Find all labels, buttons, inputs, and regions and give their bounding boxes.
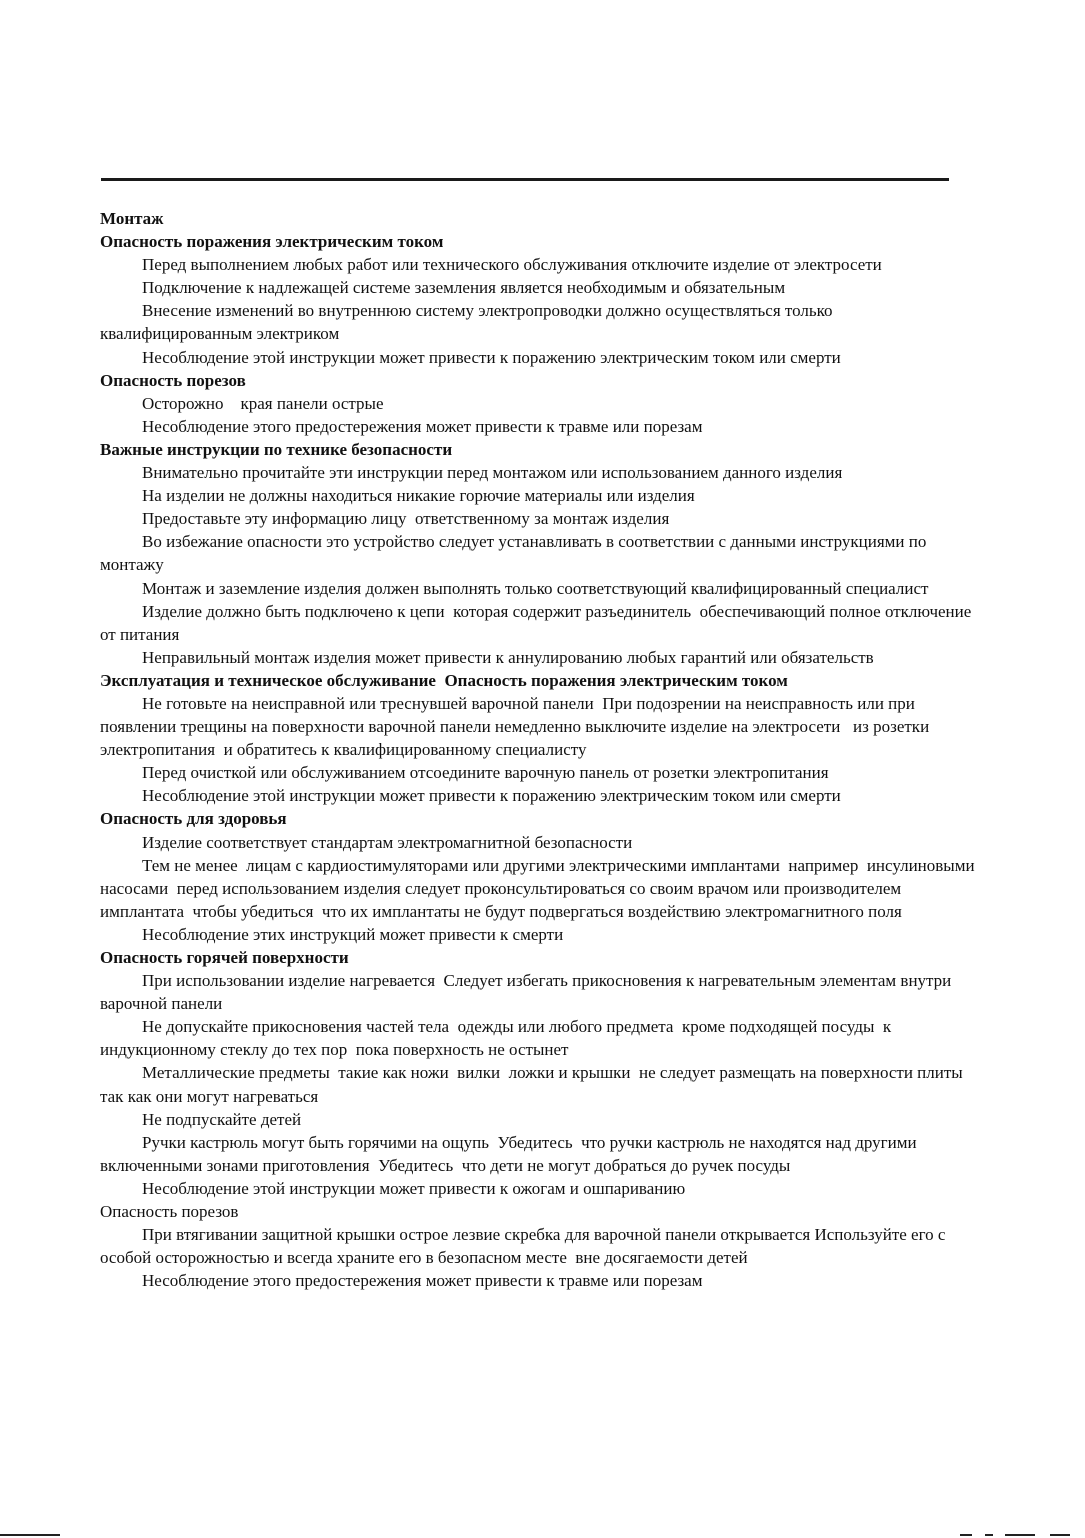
paragraph: При использовании изделие нагревается Следует избегать прикосновения к нагревательным элементам внутри варочной панели (100, 971, 956, 1014)
paragraph: Предоставьте эту информацию лицу ответственному за монтаж изделия (142, 509, 670, 529)
paragraph: Внимательно прочитайте эти инструкции перед монтажом или использованием данного изделия (142, 463, 843, 483)
paragraph: Монтаж и заземление изделия должен выполнять только соответствующий квалифицированный специалист (142, 578, 929, 598)
paragraph: Перед выполнением любых работ или технического обслуживания отключите изделие от электросети (142, 255, 882, 275)
paragraph: Несоблюдение этого предостережения может привести к травме или порезам (142, 1271, 703, 1291)
section-heading-operation-maintenance: Эксплуатация и техническое обслуживание Опасность поражения электрическим током (100, 670, 788, 690)
paragraph: Подключение к надлежащей системе заземления является необходимым и обязательным (142, 278, 786, 298)
paragraph: Изделие соответствует стандартам электромагнитной безопасности (142, 832, 633, 852)
paragraph: Несоблюдение этих инструкций может привести к смерти (142, 924, 564, 944)
paragraph: Несоблюдение этого предостережения может привести к травме или порезам (142, 416, 703, 436)
section-heading-hot-surface: Опасность горячей поверхности (100, 948, 349, 967)
document-body (100, 207, 980, 1292)
paragraph: Перед очисткой или обслуживанием отсоедините варочную панель от розетки электропитания (142, 763, 829, 783)
paragraph: Осторожно края панели острые (142, 393, 384, 413)
paragraph: Тем не менее лицам с кардиостимуляторами или другими электрическими имплантами например инсулиновыми насосами перед использованием изделия следует проконсультироваться со своим врачом или производителем имплантата чтобы убедиться что их имплантаты не будут подвергаться воздействию электромагнитного поля (100, 855, 979, 921)
paragraph: Несоблюдение этой инструкции может привести к поражению электрическим током или смерти (142, 786, 841, 806)
paragraph: Ручки кастрюль могут быть горячими на ощупь Убедитесь что ручки кастрюль не находятся над другими включенными зонами приготовления Убедитесь что дети не могут добраться до ручек посуды (100, 1132, 921, 1175)
paragraph: Не подпускайте детей (142, 1109, 302, 1129)
page-edge-marks (0, 1534, 1085, 1538)
section-heading-safety-instructions: Важные инструкции по технике безопасности (100, 439, 453, 459)
paragraph: Металлические предметы такие как ножи вилки ложки и крышки не следует размещать на поверхности плиты так как они могут нагреваться (100, 1063, 972, 1106)
paragraph: На изделии не должны находиться никакие горючие материалы или изделия (142, 486, 695, 506)
section-heading-cuts: Опасность порезов (100, 370, 246, 390)
section-heading-health-hazard: Опасность для здоровья (100, 809, 287, 829)
paragraph: Неправильный монтаж изделия может привести к аннулированию любых гарантий или обязательств (142, 647, 874, 667)
paragraph: Внесение изменений во внутреннюю систему электропроводки должно осуществляться только квалифицированным электриком (100, 301, 837, 344)
section-heading-electric-shock: Опасность поражения электрическим током (100, 232, 444, 252)
paragraph: Несоблюдение этой инструкции может привести к ожогам и ошпариванию (142, 1178, 686, 1198)
paragraph: Изделие должно быть подключено к цепи которая содержит разъединитель обеспечивающий полное отключение от питания (100, 601, 976, 644)
paragraph: Не допускайте прикосновения частей тела одежды или любого предмета кроме подходящей посуды к индукционному стеклу до тех пор пока поверхность не остынет (100, 1017, 896, 1060)
paragraph: Не готовьте на неисправной или треснувшей варочной панели При подозрении на неисправность или при появлении трещины на поверхности варочной панели немедленно выключите изделие на электросети из розетки электропитания и обратитесь к квалифицированному специалисту (100, 693, 934, 760)
section-heading-cuts-2: Опасность порезов (100, 1202, 239, 1222)
paragraph: Несоблюдение этой инструкции может привести к поражению электрическим током или смерти (142, 347, 841, 367)
header-rule (101, 178, 949, 181)
section-heading-montage: Монтаж (100, 209, 164, 228)
paragraph: Во избежание опасности это устройство следует устанавливать в соответствии с данными инструкциями по монтажу (100, 532, 931, 575)
paragraph: При втягивании защитной крышки острое лезвие скребка для варочной панели открывается Используйте его с особой осторожностью и всегда храните его в безопасном месте вне досягаемости детей (100, 1225, 950, 1268)
